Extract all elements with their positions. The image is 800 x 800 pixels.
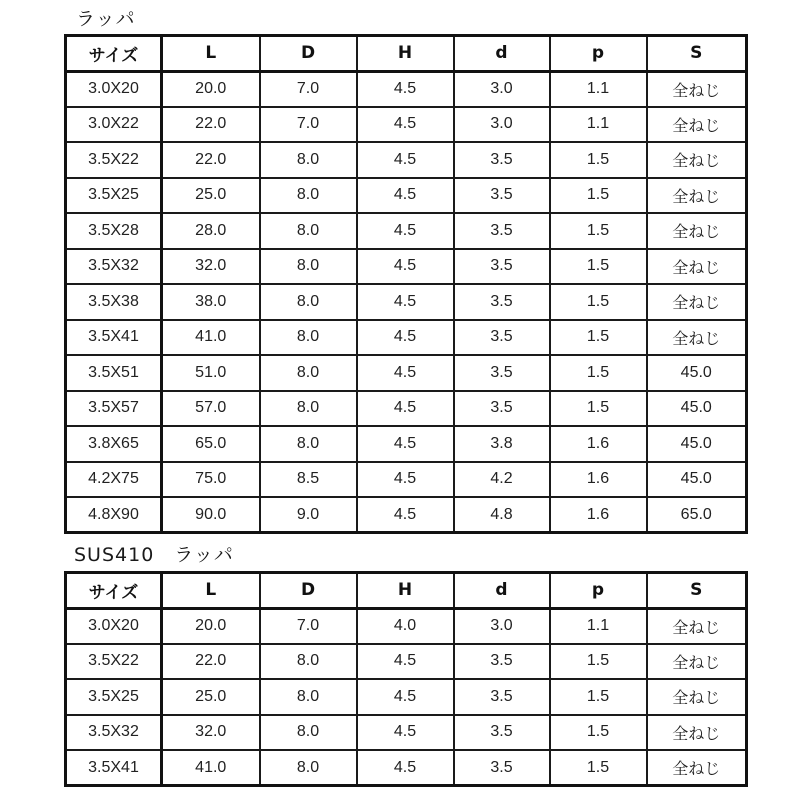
table-cell: 22.0 (162, 142, 260, 178)
table-cell: 90.0 (162, 497, 260, 533)
table-cell: 3.0 (454, 608, 550, 644)
table-row (66, 391, 747, 427)
table-caption-sus410-rappa: SUS410 ラッパ (74, 544, 234, 566)
table-cell: 20.0 (162, 71, 260, 107)
table-row (66, 644, 747, 680)
table-row (66, 426, 747, 462)
column-header: d (454, 36, 550, 72)
table-cell: 45.0 (647, 391, 747, 427)
table-cell: 1.5 (550, 644, 647, 680)
table-row (66, 679, 747, 715)
table-cell: 4.5 (357, 426, 454, 462)
table-cell: 8.0 (260, 178, 357, 214)
table-cell: 4.2 (454, 462, 550, 498)
column-header: H (357, 573, 454, 609)
table-cell: 4.5 (357, 107, 454, 143)
table-cell: 全ねじ (647, 715, 747, 751)
table-cell: 3.5 (454, 178, 550, 214)
table-cell: 全ねじ (647, 284, 747, 320)
column-header: S (647, 573, 747, 609)
table-cell: 1.1 (550, 608, 647, 644)
size-cell: 3.5X32 (66, 715, 162, 751)
table-cell: 1.5 (550, 750, 647, 786)
table-cell: 全ねじ (647, 320, 747, 356)
table-cell: 全ねじ (647, 679, 747, 715)
table-cell: 全ねじ (647, 107, 747, 143)
table-cell: 全ねじ (647, 608, 747, 644)
table-cell: 3.5 (454, 679, 550, 715)
table-cell: 1.1 (550, 71, 647, 107)
table-cell: 4.0 (357, 608, 454, 644)
spec-table-sus410-rappa (64, 571, 748, 787)
table-row (66, 107, 747, 143)
table-cell: 4.5 (357, 679, 454, 715)
column-header: p (550, 573, 647, 609)
table-row (66, 462, 747, 498)
table-cell: 8.0 (260, 142, 357, 178)
size-cell: 3.5X22 (66, 142, 162, 178)
table-row (66, 750, 747, 786)
table-cell: 8.0 (260, 715, 357, 751)
table-cell: 1.5 (550, 679, 647, 715)
table-cell: 3.5 (454, 320, 550, 356)
table-cell: 3.5 (454, 750, 550, 786)
table-cell: 8.0 (260, 213, 357, 249)
table-row (66, 178, 747, 214)
table-cell: 3.0 (454, 71, 550, 107)
table-cell: 4.5 (357, 213, 454, 249)
size-cell: 3.5X25 (66, 679, 162, 715)
table-cell: 25.0 (162, 178, 260, 214)
table-cell: 1.6 (550, 462, 647, 498)
table-cell: 45.0 (647, 355, 747, 391)
table-cell: 7.0 (260, 71, 357, 107)
table-cell: 7.0 (260, 107, 357, 143)
column-header: p (550, 36, 647, 72)
table-row (66, 213, 747, 249)
table-cell: 22.0 (162, 644, 260, 680)
table-cell: 1.1 (550, 107, 647, 143)
spec-table-rappa (64, 34, 748, 534)
table-cell: 3.5 (454, 213, 550, 249)
header-row (66, 573, 747, 609)
table-cell: 1.5 (550, 715, 647, 751)
header-row (66, 36, 747, 72)
table-cell: 65.0 (647, 497, 747, 533)
table-cell: 4.5 (357, 142, 454, 178)
table-cell: 38.0 (162, 284, 260, 320)
table-cell: 8.0 (260, 249, 357, 285)
table-cell: 51.0 (162, 355, 260, 391)
table-row (66, 355, 747, 391)
size-cell: 3.5X57 (66, 391, 162, 427)
table-cell: 全ねじ (647, 71, 747, 107)
size-cell: 3.5X38 (66, 284, 162, 320)
table-row (66, 71, 747, 107)
table-row (66, 715, 747, 751)
table-cell: 3.5 (454, 142, 550, 178)
table-cell: 3.0 (454, 107, 550, 143)
table-row (66, 608, 747, 644)
table-cell: 8.0 (260, 750, 357, 786)
table-cell: 28.0 (162, 213, 260, 249)
table-cell: 4.5 (357, 249, 454, 285)
table-cell: 全ねじ (647, 213, 747, 249)
table-caption-rappa: ラッパ (76, 8, 136, 30)
table-cell: 全ねじ (647, 249, 747, 285)
table-row (66, 320, 747, 356)
table-cell: 41.0 (162, 750, 260, 786)
table-cell: 全ねじ (647, 750, 747, 786)
table-cell: 1.6 (550, 426, 647, 462)
table-cell: 32.0 (162, 715, 260, 751)
table-cell: 75.0 (162, 462, 260, 498)
table-cell: 3.8 (454, 426, 550, 462)
table-cell: 8.0 (260, 355, 357, 391)
table-cell: 4.5 (357, 355, 454, 391)
size-cell: 3.5X51 (66, 355, 162, 391)
table-cell: 8.0 (260, 644, 357, 680)
table-cell: 8.0 (260, 284, 357, 320)
size-cell: 4.8X90 (66, 497, 162, 533)
table-cell: 全ねじ (647, 178, 747, 214)
table-cell: 4.5 (357, 715, 454, 751)
size-cell: 3.5X41 (66, 320, 162, 356)
column-header: S (647, 36, 747, 72)
table-cell: 41.0 (162, 320, 260, 356)
size-cell: 3.0X20 (66, 608, 162, 644)
table-cell: 4.5 (357, 644, 454, 680)
table-cell: 1.5 (550, 284, 647, 320)
table-cell: 4.5 (357, 497, 454, 533)
table-cell: 25.0 (162, 679, 260, 715)
table-cell: 1.6 (550, 497, 647, 533)
column-header: d (454, 573, 550, 609)
table-cell: 3.5 (454, 249, 550, 285)
table-cell: 1.5 (550, 391, 647, 427)
size-cell: 3.5X28 (66, 213, 162, 249)
table-cell: 4.5 (357, 320, 454, 356)
size-cell: 3.8X65 (66, 426, 162, 462)
table-cell: 7.0 (260, 608, 357, 644)
table-cell: 22.0 (162, 107, 260, 143)
size-cell: 3.0X20 (66, 71, 162, 107)
table-cell: 8.5 (260, 462, 357, 498)
table-cell: 3.5 (454, 644, 550, 680)
table-cell: 4.8 (454, 497, 550, 533)
size-cell: 3.0X22 (66, 107, 162, 143)
table-cell: 4.5 (357, 750, 454, 786)
table-cell: 8.0 (260, 320, 357, 356)
table-cell: 3.5 (454, 284, 550, 320)
table-cell: 1.5 (550, 178, 647, 214)
table-cell: 9.0 (260, 497, 357, 533)
table-cell: 1.5 (550, 355, 647, 391)
size-cell: 3.5X41 (66, 750, 162, 786)
column-header: D (260, 36, 357, 72)
table-cell: 45.0 (647, 426, 747, 462)
size-cell: 3.5X22 (66, 644, 162, 680)
table-cell: 1.5 (550, 213, 647, 249)
table-cell: 32.0 (162, 249, 260, 285)
column-header: D (260, 573, 357, 609)
table-row (66, 249, 747, 285)
table-cell: 45.0 (647, 462, 747, 498)
table-cell: 4.5 (357, 178, 454, 214)
column-header: サイズ (66, 573, 162, 609)
column-header: H (357, 36, 454, 72)
table-cell: 4.5 (357, 391, 454, 427)
column-header: L (162, 573, 260, 609)
table-row (66, 497, 747, 533)
size-cell: 4.2X75 (66, 462, 162, 498)
table-cell: 65.0 (162, 426, 260, 462)
table-cell: 3.5 (454, 715, 550, 751)
table-cell: 57.0 (162, 391, 260, 427)
table-cell: 1.5 (550, 249, 647, 285)
table-row (66, 284, 747, 320)
size-cell: 3.5X32 (66, 249, 162, 285)
table-cell: 4.5 (357, 284, 454, 320)
table-cell: 全ねじ (647, 644, 747, 680)
table-cell: 1.5 (550, 320, 647, 356)
table-cell: 4.5 (357, 71, 454, 107)
table-cell: 3.5 (454, 355, 550, 391)
table-cell: 3.5 (454, 391, 550, 427)
size-cell: 3.5X25 (66, 178, 162, 214)
table-row (66, 142, 747, 178)
table-cell: 20.0 (162, 608, 260, 644)
table-cell: 8.0 (260, 391, 357, 427)
table-cell: 4.5 (357, 462, 454, 498)
table-cell: 1.5 (550, 142, 647, 178)
table-cell: 8.0 (260, 426, 357, 462)
column-header: サイズ (66, 36, 162, 72)
table-cell: 8.0 (260, 679, 357, 715)
table-cell: 全ねじ (647, 142, 747, 178)
column-header: L (162, 36, 260, 72)
